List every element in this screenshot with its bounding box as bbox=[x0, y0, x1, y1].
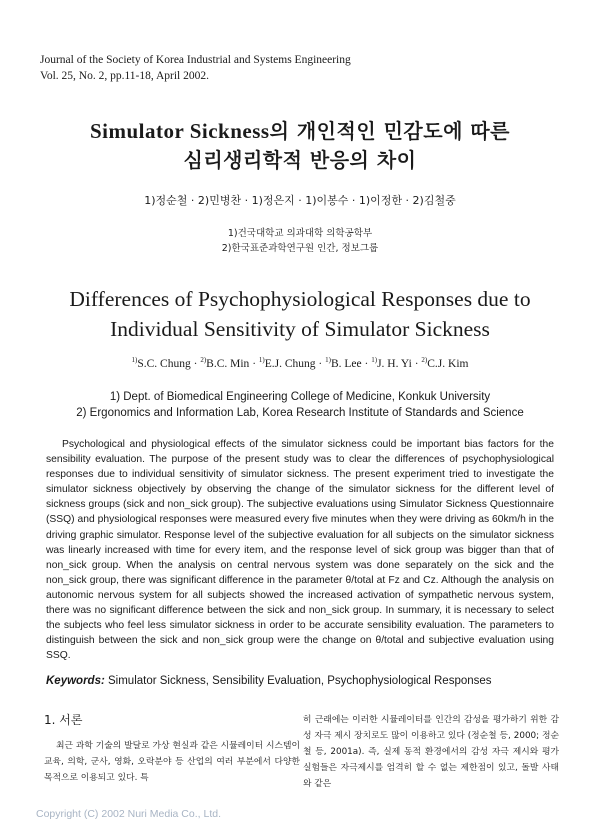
author-name: C.J. Kim bbox=[427, 357, 469, 370]
body-column-right bbox=[303, 712, 559, 792]
english-title bbox=[0, 284, 600, 344]
english-title-line2: Individual Sensitivity of Simulator Sickness bbox=[110, 317, 490, 341]
english-affiliation-2: 2) Ergonomics and Information Lab, Korea Research Institute of Standards and Science bbox=[76, 407, 524, 419]
author-name: S.C. Chung bbox=[137, 357, 191, 370]
korean-title-latin: Simulator Sickness bbox=[90, 119, 270, 143]
body-paragraph: 최근 과학 기술의 발달로 가상 현실과 같은 시뮬레이터 시스템이 교육, 의학, 군사, 영화, 오락분야 등 산업의 여러 부분에서 다양한 목적으로 이용되고 있다. 특 bbox=[44, 741, 300, 783]
copyright-notice: Copyright (C) 2002 Nuri Media Co., Ltd. bbox=[36, 808, 221, 820]
korean-title-line2: 심리생리학적 반응의 차이 bbox=[183, 148, 417, 172]
journal-citation bbox=[40, 52, 351, 84]
english-title-line1: Differences of Psychophysiological Responses due to bbox=[69, 287, 531, 311]
journal-volume: Vol. 25, No. 2, pp.11-18, April 2002. bbox=[40, 70, 209, 82]
keywords-label: Keywords: bbox=[46, 675, 105, 687]
author-name: J. H. Yi bbox=[377, 357, 412, 370]
body-paragraph: 히 근래에는 이러한 시뮬레이터를 인간의 감성을 평가하기 위한 감성 자극 제시 장치로도 많이 이용하고 있다 (정순철 등, 2000; 정순철 등, 2001a). 즉, 실제 동적 환경에서의 감성 자극 제시와 평가 실험들은 자극제시를 엄격히 할 수 없는 제한점이 있고, 돌발 사태와 같은 bbox=[303, 715, 559, 789]
korean-title-line1: 의 개인적인 민감도에 따른 bbox=[269, 119, 510, 143]
keywords bbox=[46, 675, 566, 687]
english-authors: $^{1)}$S.C. Chung · $^{2)}$B.C. Min · $^{1)}$E.J. Chung · $^{1)}$B. Lee · $^{1)}$J. H. Yi · $^{2)}$C.J. Kim bbox=[131, 356, 469, 370]
author-name: B.C. Min bbox=[206, 357, 250, 370]
korean-affiliations bbox=[0, 226, 600, 256]
english-affiliation-1: 1) Dept. of Biomedical Engineering College of Medicine, Konkuk University bbox=[109, 391, 491, 403]
keywords-text: Simulator Sickness, Sensibility Evaluation, Psychophysiological Responses bbox=[108, 675, 492, 687]
author-name: B. Lee bbox=[330, 357, 362, 370]
journal-name: Journal of the Society of Korea Industrial and Systems Engineering bbox=[40, 54, 351, 66]
section-heading: 1. 서론 bbox=[44, 713, 83, 727]
korean-authors: 1)정순철 · 2)민병찬 · 1)정은지 · 1)이봉수 · 1)이정한 · 2)김철중 bbox=[144, 194, 456, 207]
korean-title bbox=[0, 117, 600, 175]
korean-affiliation-2: 2)한국표준과학연구원 인간, 정보그룹 bbox=[221, 243, 379, 254]
english-affiliations bbox=[0, 389, 600, 421]
body-column-left bbox=[44, 712, 300, 786]
korean-affiliation-1: 1)건국대학교 의과대학 의학공학부 bbox=[227, 228, 373, 239]
abstract: Psychological and physiological effects of the simulator sickness could be important bias factors for the sensibility evaluation. The purpose of the present study was to clear the differences of psychophysiological responses due to individual sensitivity of simulator sickness. The present experiment tried to investigate the simulator sickness objectively by observing the change of the simulator sickness for the different level of sickness groups (sick and non_sick group). The subjective evaluations using Simulator Sickness Questionnaire (SSQ) and physiological responses were measured every five minutes when they were driving as 60km/h in the driving graphic simulator. Response level of the subjective evaluation for all subjects on the simulator sickness was linearly increased with time for every item, and the response level of sick group was bigger than that of non_sick group. When the analysis on central nervous system was done separately on the sick and the non_sick group, there was significant difference in the parameter θ/total at Fz and Cz. Although the analysis on autonomic nervous system for all subjects showed the increased activation of sympathetic nervous system, there was no significant difference between the sick and non_sick group. In summary, it is necessary to select the subjects who feel less simulator sickness in order to be accurate sensibility evaluation. The parameters to distinguish between the sick and non_sick group were the change on θ/total and subjective evaluation using SSQ. bbox=[46, 439, 554, 662]
author-name: E.J. Chung bbox=[264, 357, 316, 370]
